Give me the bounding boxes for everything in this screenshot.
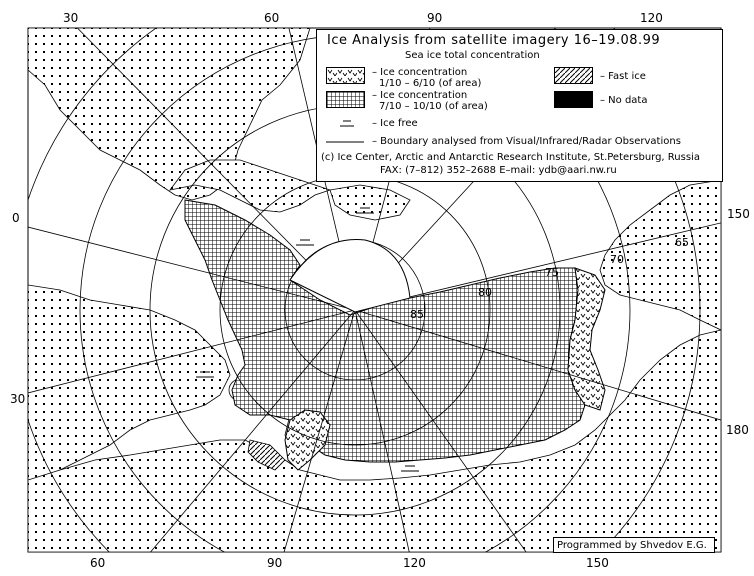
legend-high-line1: – Ice concentration: [372, 90, 468, 101]
swatch-high-concentration: [326, 91, 365, 108]
swatch-boundary: [326, 140, 364, 144]
legend-subtitle: Sea ice total concentration: [405, 50, 540, 61]
legend-organisation: (c) Ice Center, Arctic and Antarctic Research Institute, St.Petersburg, Russia: [321, 152, 700, 163]
legend-low-line1: – Ice concentration: [372, 67, 468, 78]
legend-high-line2: 7/10 – 10/10 (of area): [379, 101, 488, 112]
legend-low-line2: 1/10 – 6/10 (of area): [379, 78, 482, 89]
lat-label-70: 70: [610, 253, 624, 266]
lon-right-180: 180: [726, 423, 749, 437]
swatch-ice-free: [340, 119, 354, 129]
legend-no-data: – No data: [600, 95, 648, 106]
lat-label-80: 80: [478, 286, 492, 299]
legend-boundary: – Boundary analysed from Visual/Infrared/Radar Observations: [372, 136, 681, 147]
lon-top-120: 120: [640, 11, 663, 25]
lat-label-65: 65: [675, 236, 689, 249]
author-credit: Programmed by Shvedov E.G.: [553, 537, 715, 553]
swatch-low-concentration: [326, 67, 365, 84]
swatch-fast-ice: [554, 67, 593, 84]
lon-bottom-90: 90: [267, 556, 283, 570]
lon-left-0: 0: [12, 211, 20, 225]
lat-label-75: 75: [545, 266, 559, 279]
legend-fast-ice: – Fast ice: [600, 71, 646, 82]
legend-contact: FAX: (7–812) 352–2688 E–mail: ydb@aari.nw.ru: [380, 165, 617, 176]
lon-top-90: 90: [427, 11, 443, 25]
lon-bottom-150: 150: [586, 556, 609, 570]
legend-title: Ice Analysis from satellite imagery 16–19.08.99: [327, 33, 661, 48]
lon-top-30: 30: [63, 11, 79, 25]
lon-top-60: 60: [264, 11, 280, 25]
legend-ice-free: – Ice free: [372, 118, 418, 129]
lat-label-85: 85: [410, 308, 424, 321]
lon-bottom-60: 60: [90, 556, 106, 570]
swatch-no-data: [554, 91, 593, 108]
lon-bottom-120: 120: [403, 556, 426, 570]
lon-left-30: 30: [10, 392, 26, 406]
legend-panel: [316, 29, 723, 182]
lon-right-150: 150: [727, 207, 750, 221]
